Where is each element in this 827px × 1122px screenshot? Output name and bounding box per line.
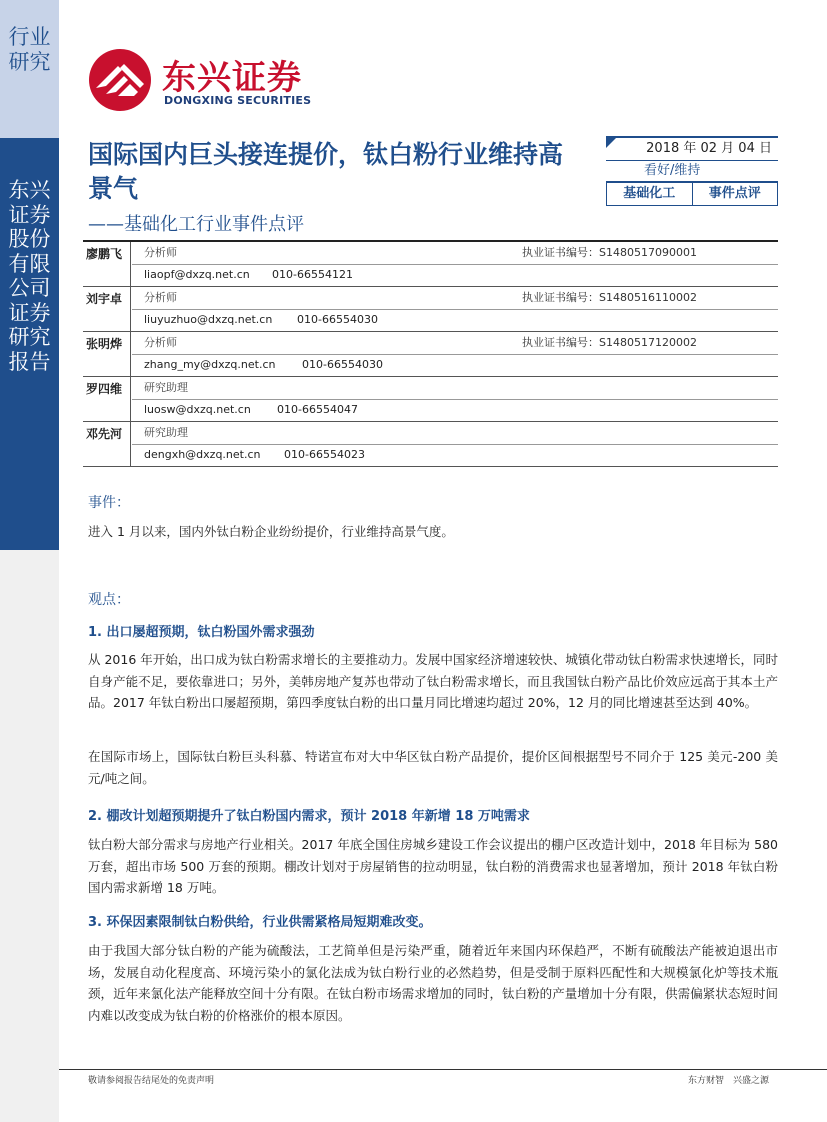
analyst-phone: 010-66554023 <box>284 448 365 461</box>
report-date: 2018 年 02 月 04 日 <box>646 141 772 156</box>
analyst-role: 分析师 <box>144 336 177 349</box>
analyst-phone: 010-66554121 <box>272 268 353 281</box>
analyst-name: 罗四维 <box>83 377 131 421</box>
analyst-phone: 010-66554030 <box>302 358 383 371</box>
tag-industry: 基础化工 <box>606 182 693 206</box>
analyst-role: 研究助理 <box>144 381 188 394</box>
point-1-title: 1. 出口屡超预期，钛白粉国外需求强劲 <box>88 625 315 640</box>
analyst-email[interactable]: liuyuzhuo@dxzq.net.cn <box>144 313 273 326</box>
event-text: 进入 1 月以来，国内外钛白粉企业纷纷提价，行业维持高景气度。 <box>88 524 454 539</box>
analyst-row <box>83 377 778 422</box>
analyst-table <box>83 240 778 467</box>
analyst-role: 研究助理 <box>144 426 188 439</box>
event-heading: 事件： <box>88 495 130 511</box>
analyst-email[interactable]: luosw@dxzq.net.cn <box>144 403 251 416</box>
report-date-row <box>606 136 778 160</box>
report-title: 国际国内巨头接连提价，钛白粉行业维持高景气 <box>88 140 564 203</box>
point-2-paragraph-1: 钛白粉大部分需求与房地产行业相关。2017 年底全国住房城乡建设工作会议提出的棚户区改造计划中，2018 年目标为 580 万套，超出市场 500 万套的预期。棚改计划对于房屋销售的拉动明显，钛白粉的消费需求也显著增加，预计 2018 年钛白粉国内需求新增 18 万吨。 <box>88 837 778 895</box>
corner-triangle-icon <box>606 138 616 148</box>
analyst-row <box>83 332 778 377</box>
report-subtitle: ——基础化工行业事件点评 <box>88 214 304 235</box>
point-1-paragraph-2: 在国际市场上，国际钛白粉巨头科慕、特诺宣布对大中华区钛白粉产品提价，提价区间根据型号不同介于 125 美元-200 美元/吨之间。 <box>88 749 778 786</box>
analyst-name: 邓先河 <box>83 422 131 466</box>
logo-en-name: DONGXING SECURITIES <box>164 94 312 107</box>
analyst-name: 张明烨 <box>83 332 131 376</box>
sidebar-bottom-label: 东兴证券股份有限公司证券研究报告 <box>8 178 51 374</box>
sidebar-top-label: 行业研究 <box>8 25 51 74</box>
analyst-name: 刘宇卓 <box>83 287 131 331</box>
analyst-name: 廖鹏飞 <box>83 242 131 286</box>
footer-divider <box>59 1069 827 1070</box>
footer-disclaimer: 敬请参阅报告结尾处的免责声明 <box>88 1076 215 1086</box>
report-tags <box>606 182 778 206</box>
point-1-paragraph-1: 从 2016 年开始，出口成为钛白粉需求增长的主要推动力。发展中国家经济增速较快、城镇化带动钛白粉需求快速增长，同时自身产能不足，要依靠进口；另外，美韩房地产复苏也带动了钛白粉需求增长，而且我国钛白粉产品比价效应远高于其本土产品。2017 年钛白粉出口屡超预期，第四季度钛白粉的出口量月同比增速均超过 20%，12 月的同比增速甚至达到 40%。 <box>88 652 778 710</box>
point-3-title: 3. 环保因素限制钛白粉供给，行业供需紧格局短期难改变。 <box>88 915 432 930</box>
sidebar-grey-band <box>0 550 59 1122</box>
point-3-paragraph-1: 由于我国大部分钛白粉的产能为硫酸法，工艺简单但是污染严重，随着近年来国内环保趋严，不断有硫酸法产能被迫退出市场，发展自动化程度高、环境污染小的氯化法成为钛白粉行业的必然趋势，但是受制于原料匹配性和大规模氯化炉等技术瓶颈，近年来氯化法产能释放空间十分有限。在钛白粉市场需求增加的同时，钛白粉的产量增加十分有限，供需偏紧状态短时间内难以改变成为钛白粉的价格涨价的根本原因。 <box>88 943 778 1023</box>
analyst-role: 分析师 <box>144 291 177 304</box>
analyst-row <box>83 287 778 332</box>
logo-cn-name: 东兴证券 <box>162 58 302 98</box>
analyst-email[interactable]: zhang_my@dxzq.net.cn <box>144 358 276 371</box>
company-logo <box>88 48 312 108</box>
point-2-title: 2. 棚改计划超预期提升了钛白粉国内需求，预计 2018 年新增 18 万吨需求 <box>88 809 530 824</box>
analyst-cert: 执业证书编号：S1480517120002 <box>522 336 697 349</box>
logo-mark-icon <box>88 48 152 112</box>
report-info-box <box>606 136 778 206</box>
analyst-row <box>83 242 778 287</box>
analyst-email[interactable]: dengxh@dxzq.net.cn <box>144 448 261 461</box>
analyst-email[interactable]: liaopf@dxzq.net.cn <box>144 268 250 281</box>
views-heading: 观点： <box>88 592 130 608</box>
analyst-phone: 010-66554030 <box>297 313 378 326</box>
report-rating: 看好/维持 <box>606 160 778 182</box>
analyst-cert: 执业证书编号：S1480516110002 <box>522 291 697 304</box>
analyst-phone: 010-66554047 <box>277 403 358 416</box>
analyst-row <box>83 422 778 467</box>
footer-slogan: 东方财智 兴盛之源 <box>687 1076 769 1086</box>
tag-report-type: 事件点评 <box>693 182 779 206</box>
analyst-cert: 执业证书编号：S1480517090001 <box>522 246 697 259</box>
analyst-role: 分析师 <box>144 246 177 259</box>
